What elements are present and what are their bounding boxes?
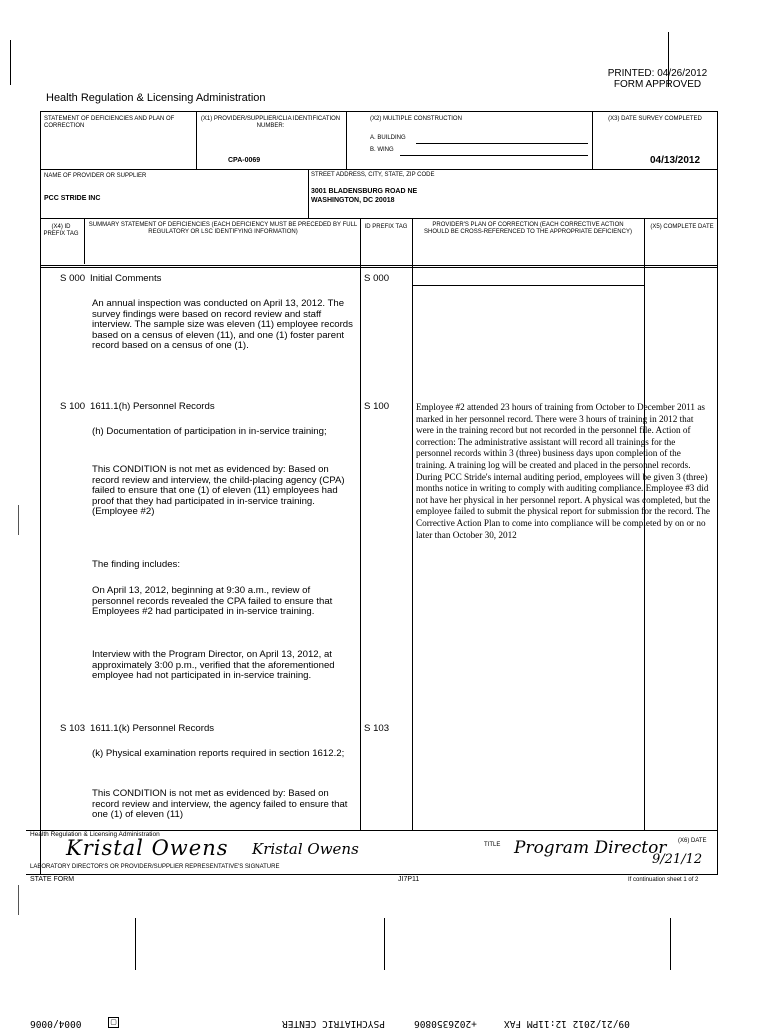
signature-handwritten-2: Kristal Owens: [252, 840, 359, 858]
multiple-construction-label: (X2) MULTIPLE CONSTRUCTION: [370, 116, 462, 122]
divider: [196, 111, 197, 169]
entry-tag: S 100: [60, 401, 86, 412]
form-approved: FORM APPROVED: [613, 79, 702, 90]
scan-mark: [384, 918, 385, 970]
col-summary: SUMMARY STATEMENT OF DEFICIENCIES (EACH DEFICIENCY MUST BE PRECEDED BY FULL REGULATORY OR LSC IDENTIFYING INFORMATION): [88, 222, 358, 235]
printed-date: PRINTED: 04/26/2012: [607, 68, 708, 79]
col-plan: PROVIDER'S PLAN OF CORRECTION (EACH CORRECTIVE ACTION SHOULD BE CROSS-REFERENCED TO THE APPROPRIATE DEFICIENCY): [424, 222, 632, 235]
statement-label: STATEMENT OF DEFICIENCIES AND PLAN OF CORRECTION: [44, 116, 175, 129]
entry-paragraph: On April 13, 2012, beginning at 9:30 a.m., review of personnel records revealed the CPA failed to ensure that Employees #2 had participated in in-service training.: [92, 585, 333, 618]
form-left-rule: [40, 111, 41, 874]
survey-date: 04/13/2012: [650, 155, 701, 166]
divider: [308, 169, 309, 218]
entry-paragraph: (k) Physical examination reports required in section 1612.2;: [92, 748, 345, 759]
fax-page: 0004/0006: [30, 1018, 82, 1029]
scan-mark: [18, 505, 19, 535]
form-top-rule: [40, 111, 718, 112]
entry-paragraph: Interview with the Program Director, on April 13, 2012, at approximately 3:00 p.m., verified that the aforementioned employee had not participated in in-service training.: [92, 649, 335, 682]
date-label: (X6) DATE: [678, 838, 707, 844]
provider-name: PCC STRIDE INC: [44, 195, 101, 202]
entry-tag: S 000: [60, 273, 86, 284]
entry-paragraph: The finding includes:: [92, 559, 180, 570]
title-label: TITLE: [484, 842, 501, 848]
entry-tag: S 103: [60, 723, 86, 734]
entry-rule: [412, 285, 644, 286]
building-label: A. BUILDING: [370, 135, 406, 141]
row-rule: [40, 218, 718, 219]
fax-center: PSYCHIATRIC CENTER: [282, 1018, 385, 1029]
scan-mark: [10, 40, 11, 85]
entry-paragraph: (h) Documentation of participation in in-service training;: [92, 426, 327, 437]
event-id: JI7P11: [398, 876, 420, 883]
date-handwritten: 9/21/12: [652, 852, 703, 867]
fax-phone: +2026350806: [414, 1018, 477, 1029]
entry-title: 1611.1(k) Personnel Records: [90, 723, 215, 734]
entry-title: 1611.1(h) Personnel Records: [90, 401, 215, 412]
fax-page-box-icon: ▢: [108, 1017, 119, 1028]
continuation-sheet: If continuation sheet 1 of 2: [628, 877, 699, 883]
divider: [412, 218, 413, 830]
divider: [346, 111, 347, 169]
survey-date-label: (X3) DATE SURVEY COMPLETED: [608, 116, 702, 122]
scan-mark: [18, 885, 19, 915]
provider-id: CPA-0069: [228, 157, 261, 164]
footer-rule: [26, 874, 718, 875]
provider-id-label: (X1) PROVIDER/SUPPLIER/CLIA IDENTIFICATION NUMBER:: [200, 116, 341, 129]
entry-paragraph: An annual inspection was conducted on April 13, 2012. The survey findings were based on record review and staff interview. The sample size was eleven (11) employee records based on a census of eleven (11), and one (1) foster parent record based on a census of one (1).: [92, 298, 353, 352]
header-rule: [40, 267, 718, 268]
col-complete-date: (X5) COMPLETE DATE: [650, 224, 714, 230]
plan-of-correction: Employee #2 attended 23 hours of training from October to December 2011 as marked in her personnel record. There were 3 hours of training in 2012 that were in the training record but not recorded in the personnel file. Action of correction: The administrative assistant will record all trainings for the personnel records within 3 (three) business days upon completion of the training. A training log will be created and placed in the personnel records. During PCC Stride's internal auditing period, employees will be given 3 (three) months notice in writing to comply with auditing compliance. Employee #3 did not have her physical in her personnel report. A physical was completed, but the employee failed to submit the physical report for submission for the record. The Corrective Action Plan to come into compliance will be completed by on or no later than October 30, 2012: [416, 402, 711, 540]
state-form: STATE FORM: [30, 876, 75, 883]
col-id-prefix-left: (X4) ID PREFIX TAG: [43, 224, 79, 237]
header-printed-block: [590, 68, 725, 90]
title-handwritten: Program Director: [514, 838, 667, 858]
entry-tag-right: S 100: [364, 401, 390, 412]
address-line2: WASHINGTON, DC 20018: [311, 197, 395, 204]
signature-handwritten: Kristal Owens: [66, 836, 229, 860]
col-id-prefix-right: ID PREFIX TAG: [364, 224, 408, 230]
building-line: [416, 143, 588, 144]
address-label: STREET ADDRESS, CITY, STATE, ZIP CODE: [311, 172, 435, 178]
divider: [360, 218, 361, 830]
entry-tag-right: S 000: [364, 273, 390, 284]
address-line1: 3001 BLADENSBURG ROAD NE: [311, 188, 418, 195]
wing-line: [400, 155, 588, 156]
footer-agency: Health Regulation & Licensing Administration: [30, 831, 160, 838]
divider: [84, 218, 85, 264]
entry-paragraph: This CONDITION is not met as evidenced by: Based on record review and interview, the child-placing agency (CPA) failed to ensure that one (1) of eleven (11) employees had proof that they had participated in in-service training. (Employee #2): [92, 464, 345, 518]
entry-title: Initial Comments: [90, 273, 162, 284]
form-right-rule: [717, 111, 718, 874]
entry-paragraph: This CONDITION is not met as evidenced by: Based on record review and interview, the agency failed to ensure that one (1) of eleven (11): [92, 788, 348, 821]
header-rule: [40, 265, 718, 266]
agency-title: Health Regulation & Licensing Administration: [46, 92, 266, 104]
signature-label: LABORATORY DIRECTOR'S OR PROVIDER/SUPPLIER REPRESENTATIVE'S SIGNATURE: [30, 864, 280, 870]
row-rule: [40, 169, 718, 170]
provider-name-label: NAME OF PROVIDER OR SUPPLIER: [44, 173, 147, 179]
wing-label: B. WING: [370, 147, 394, 153]
entry-tag-right: S 103: [364, 723, 390, 734]
divider: [592, 111, 593, 169]
fax-timestamp: 09/21/2012 12:11PM FAX: [504, 1018, 630, 1029]
scan-mark: [670, 918, 671, 970]
scan-mark: [135, 918, 136, 970]
